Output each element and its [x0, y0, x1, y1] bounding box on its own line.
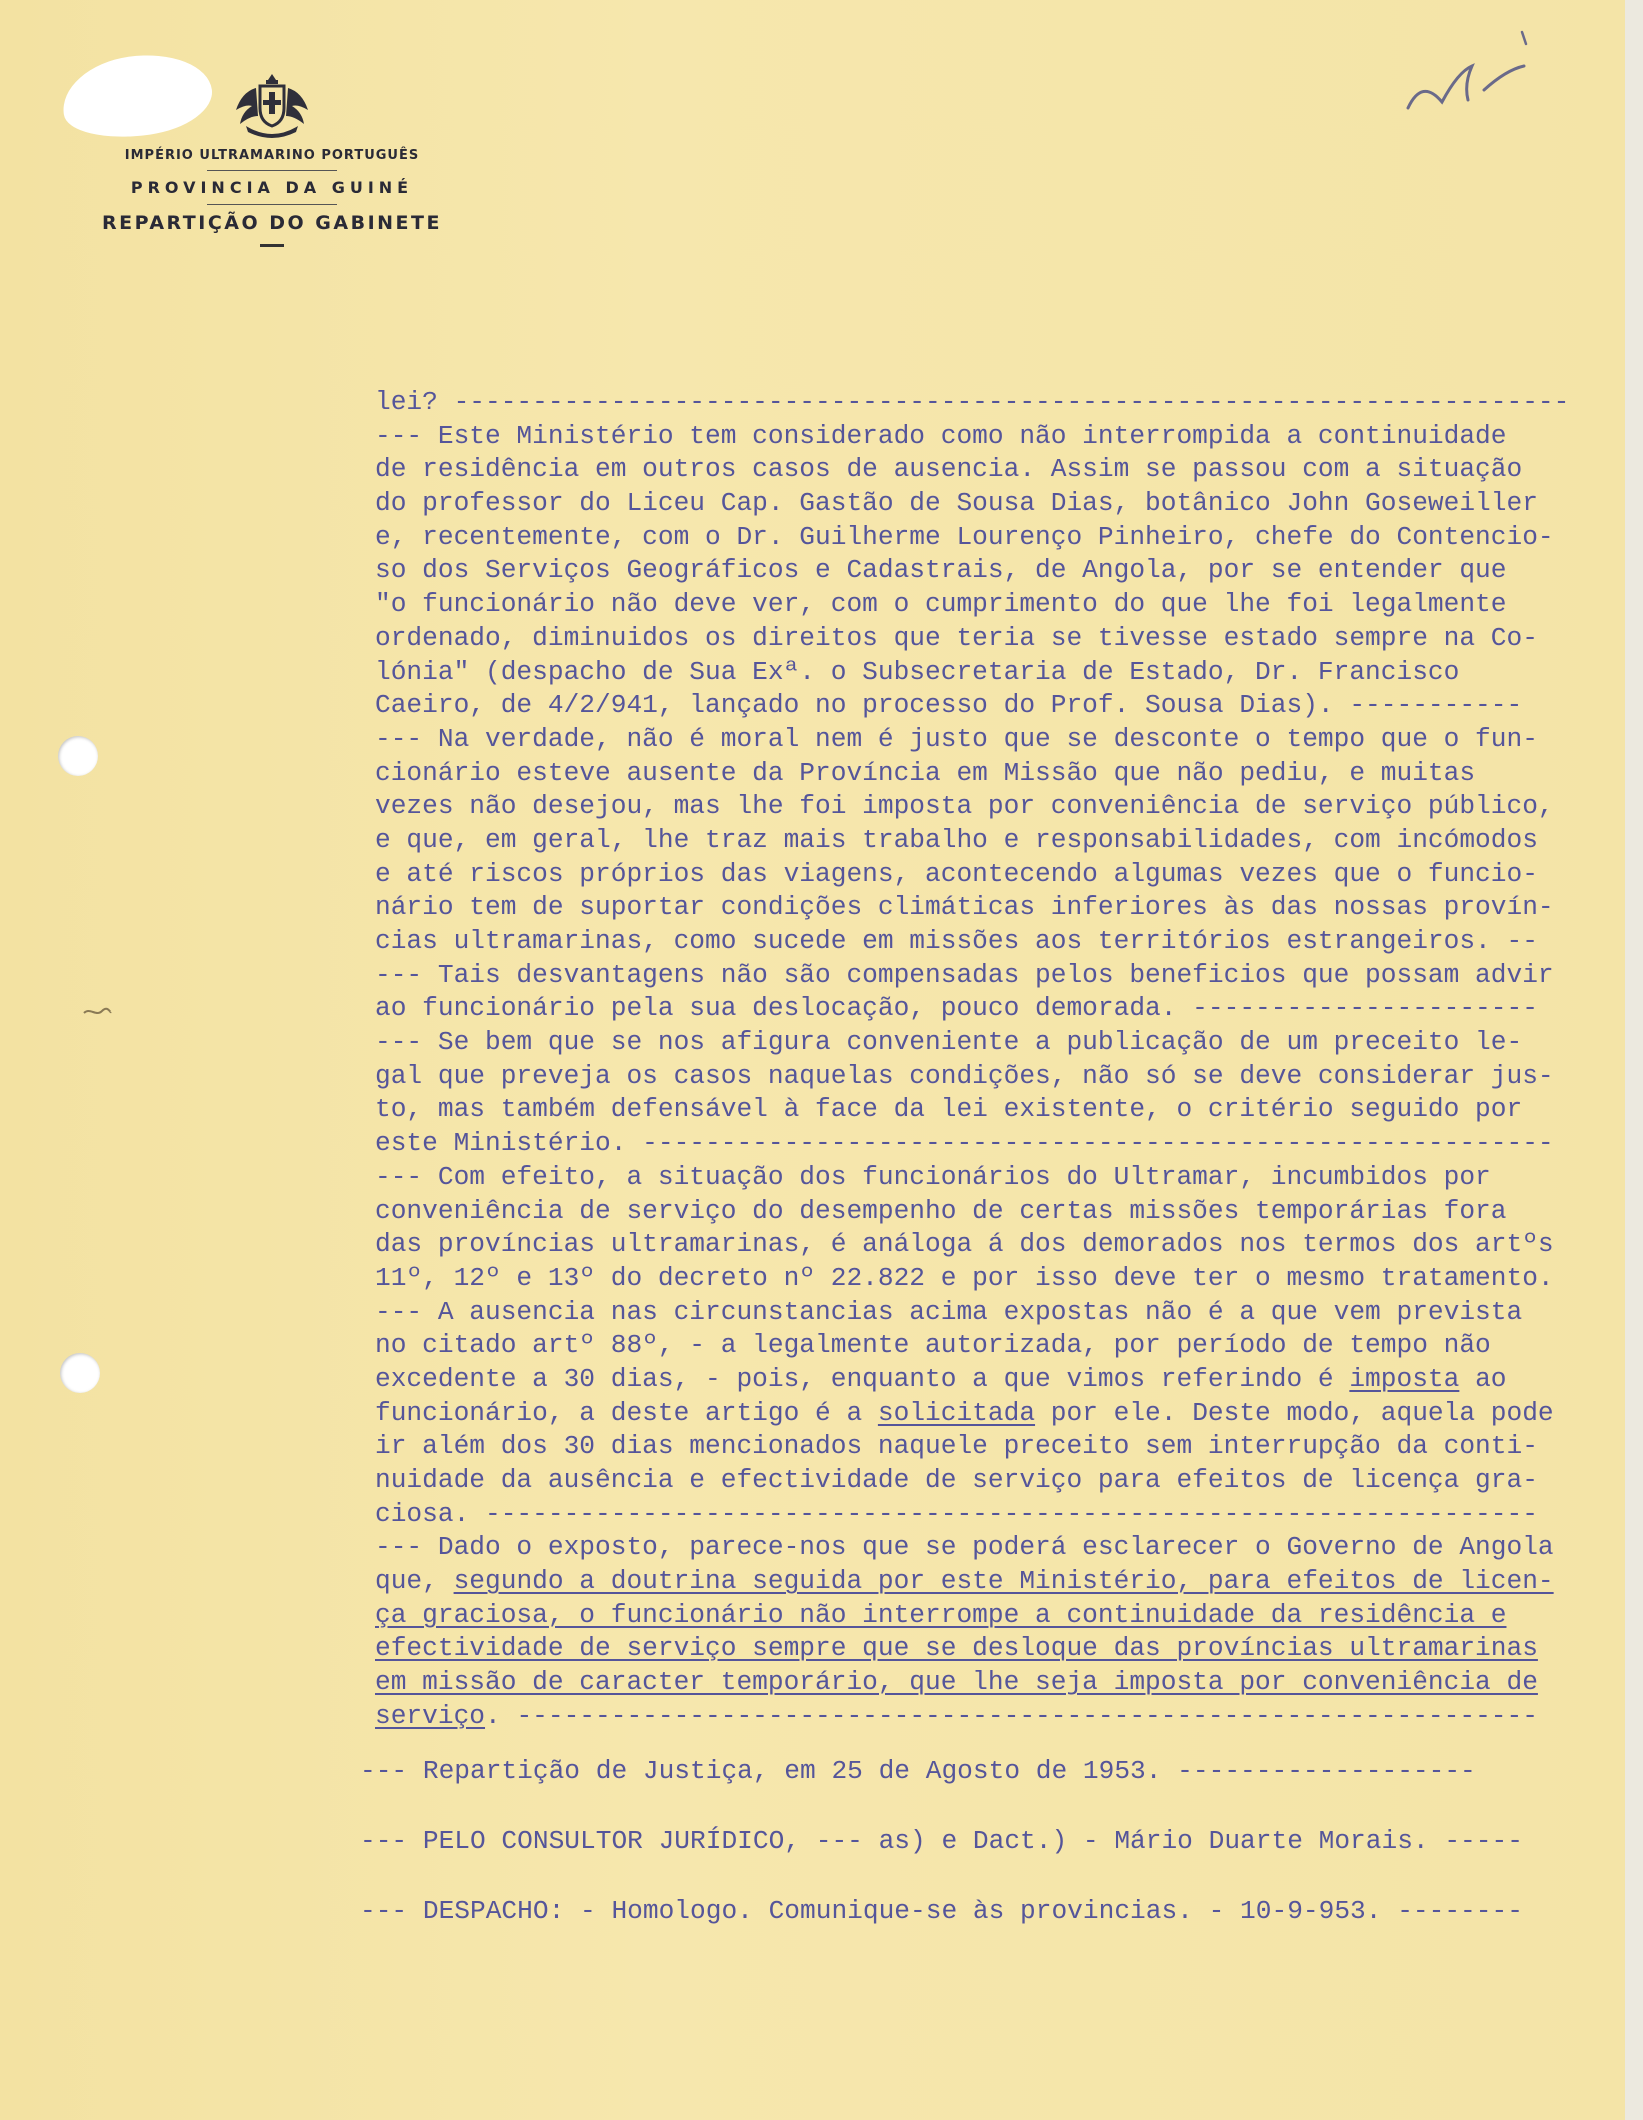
- letterhead-separator: [207, 170, 337, 171]
- body-line-segment: por ele. Deste modo, aquela pode: [1035, 1397, 1554, 1428]
- body-line-segment: . -----------------------------------------------------------------: [485, 1700, 1538, 1731]
- scan-edge: [1625, 0, 1643, 2120]
- body-line: e que, em geral, lhe traz mais trabalho e responsabilidades, com incómodos: [375, 824, 1538, 855]
- body-line: gal que preveja os casos naquelas condições, não só se deve considerar jus-: [375, 1060, 1554, 1091]
- body-line: "o funcionário não deve ver, com o cumprimento do que lhe foi legalmente: [375, 589, 1507, 620]
- body-line: --- Se bem que se nos afigura conveniente a publicação de um preceito le-: [375, 1027, 1523, 1058]
- coat-of-arms-icon: [226, 68, 318, 140]
- fold-mark-icon: [82, 1005, 112, 1019]
- body-line: [375, 1565, 1615, 1599]
- body-line: --- Dado o exposto, parece-nos que se poderá esclarecer o Governo de Angola: [375, 1532, 1554, 1563]
- body-line-segment: que,: [375, 1566, 454, 1597]
- closing-line: --- DESPACHO: - Homologo. Comunique-se às provincias. - 10-9-953. --------: [360, 1896, 1523, 1926]
- body-line: [375, 1363, 1615, 1397]
- body-line: lónia" (despacho de Sua Exª. o Subsecretaria de Estado, Dr. Francisco: [375, 656, 1460, 687]
- body-line: vezes não desejou, mas lhe foi imposta por conveniência de serviço público,: [375, 791, 1554, 822]
- body-line: do professor do Liceu Cap. Gastão de Sousa Dias, botânico John Goseweiller: [375, 488, 1538, 519]
- underlined-text: imposta: [1349, 1363, 1460, 1394]
- body-line: --- Tais desvantagens não são compensadas pelos beneficios que possam advir: [375, 959, 1554, 990]
- underlined-text: serviço: [375, 1700, 486, 1731]
- letterhead-line-empire: IMPÉRIO ULTRAMARINO PORTUGUÊS: [124, 148, 420, 163]
- body-line: nário tem de suportar condições climáticas inferiores às das nossas provín-: [375, 892, 1554, 923]
- document-body: [375, 386, 1615, 1734]
- underlined-text: ça graciosa, o funcionário não interrompe a continuidade da residência e: [375, 1599, 1507, 1630]
- body-line: [375, 1700, 1615, 1734]
- body-line-segment: excedente a 30 dias, - pois, enquanto a que vimos referindo é: [375, 1363, 1350, 1394]
- punch-hole-bottom: [60, 1353, 100, 1393]
- body-line: [375, 1397, 1615, 1431]
- body-line: cias ultramarinas, como sucede em missões aos territórios estrangeiros. --: [375, 926, 1538, 956]
- body-line: cionário esteve ausente da Província em Missão que não pediu, e muitas: [375, 757, 1476, 788]
- underlined-text: em missão de caracter temporário, que lhe seja imposta por conveniência de: [375, 1667, 1538, 1698]
- body-line: conveniência de serviço do desempenho de certas missões temporárias fora: [375, 1195, 1507, 1226]
- body-line: das províncias ultramarinas, é análoga á dos demorados nos termos dos artºs: [375, 1229, 1554, 1260]
- body-line: [375, 1632, 1615, 1666]
- letterhead: [62, 68, 482, 247]
- body-line: no citado artº 88º, - a legalmente autorizada, por período de tempo não: [375, 1330, 1491, 1361]
- body-line: este Ministério. ----------------------------------------------------------: [375, 1128, 1554, 1159]
- body-line: --- A ausencia nas circunstancias acima expostas não é a que vem prevista: [375, 1296, 1523, 1327]
- body-line-segment: ao: [1459, 1363, 1507, 1394]
- body-line: to, mas também defensável à face da lei existente, o critério seguido por: [375, 1094, 1523, 1125]
- body-line: so dos Serviços Geográficos e Cadastrais, de Angola, por se entender que: [375, 555, 1507, 586]
- closing-line: --- PELO CONSULTOR JURÍDICO, --- as) e Dact.) - Mário Duarte Morais. -----: [360, 1826, 1523, 1856]
- closing-line: --- Repartição de Justiça, em 25 de Agosto de 1953. -------------------: [360, 1756, 1476, 1786]
- body-line: [375, 1666, 1615, 1700]
- body-line: nuidade da ausência e efectividade de serviço para efeitos de licença gra-: [375, 1465, 1538, 1495]
- body-line: ir além dos 30 dias mencionados naquele preceito sem interrupção da conti-: [375, 1431, 1538, 1462]
- body-line: --- Na verdade, não é moral nem é justo que se desconte o tempo que o fun-: [375, 723, 1538, 754]
- punch-hole-top: [58, 736, 98, 776]
- body-line: e até riscos próprios das viagens, acontecendo algumas vezes que o funcio-: [375, 858, 1538, 889]
- body-line: --- Com efeito, a situação dos funcionários do Ultramar, incumbidos por: [375, 1161, 1491, 1192]
- body-line: --- Este Ministério tem considerado como não interrompida a continuidade: [375, 420, 1507, 451]
- body-line: [375, 1599, 1615, 1633]
- letterhead-line-province: PROVINCIA DA GUINÉ: [130, 178, 414, 197]
- underlined-text: solicitada: [877, 1397, 1036, 1428]
- letterhead-dash: [260, 244, 284, 247]
- body-line: 11º, 12º e 13º do decreto nº 22.822 e por isso deve ter o mesmo tratamento.: [375, 1262, 1554, 1293]
- body-line: ciosa. -------------------------------------------------------------------: [375, 1498, 1538, 1529]
- body-line: de residência em outros casos de ausencia. Assim se passou com a situação: [375, 454, 1523, 485]
- letterhead-separator: [207, 204, 337, 205]
- body-line: e, recentemente, com o Dr. Guilherme Lourenço Pinheiro, chefe do Contencio-: [375, 521, 1554, 552]
- body-line-segment: funcionário, a deste artigo é a: [375, 1397, 878, 1428]
- body-line: ordenado, diminuidos os direitos que teria se tivesse estado sempre na Co-: [375, 622, 1538, 653]
- body-line: lei? -----------------------------------------------------------------------: [375, 387, 1570, 417]
- document-closing: [360, 1756, 1610, 1966]
- underlined-text: efectividade de serviço sempre que se desloque das províncias ultramarinas: [375, 1633, 1538, 1664]
- handwritten-annotation: [1400, 30, 1530, 130]
- letterhead-line-department: REPARTIÇÃO DO GABINETE: [102, 212, 442, 234]
- underlined-text: segundo a doutrina seguida por este Ministério, para efeitos de licen-: [453, 1566, 1554, 1597]
- body-line: Caeiro, de 4/2/941, lançado no processo do Prof. Sousa Dias). -----------: [375, 690, 1523, 721]
- body-line: ao funcionário pela sua deslocação, pouco demorada. ----------------------: [375, 993, 1538, 1024]
